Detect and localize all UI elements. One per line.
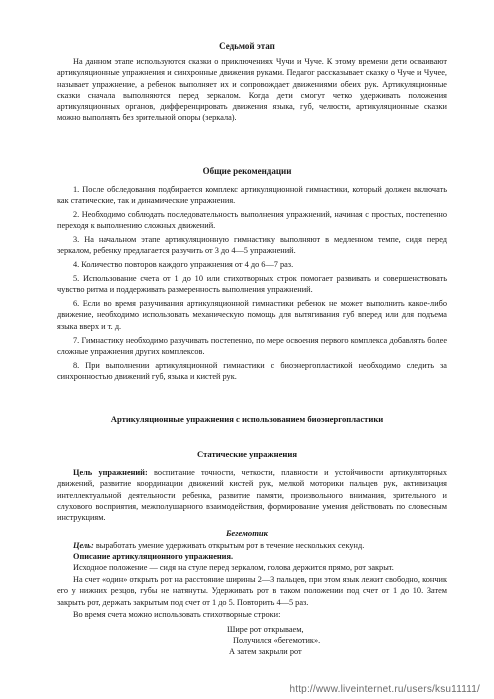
poem-line-3: А затем закрыли рот: [229, 647, 302, 656]
stage-paragraph: На данном этапе используются сказки о приключениях Чучи и Чуче. К этому времени дети осваивают артикуляционные упражнения и синхронные движения руками. Педагог рассказывает сказку о Чуче и Чучее, называет упражнение, а ребенок выполняет их и сопровождает движениями обеих рук. Артикуляционные сказки сначала выполняются перед зеркалом. Когда дети смогут четко удерживать положения артикуляционных органов, дифференцировать движения языка, губ, челюсти, артикуляционные сказки можно выполнять без зрительной опоры (зеркала).: [57, 57, 447, 123]
exercise-title: Бегемотик: [225, 528, 269, 538]
recommendation-2: 2. Необходимо соблюдать последовательность выполнения упражнений, начиная с простых, постепенно переходя к выполнению сложных движений.: [57, 210, 447, 231]
aim-label: Цель:: [73, 541, 94, 550]
goal-text: воспитание точности, четкости, плавности и устойчивости артикуляторных движений, развитие координации движений кистей рук, мелкой моторики пальцев рук, активизация интеллектуальной деятельности ребенка, развитие памяти, произвольного внимания, зрительного и слухового восприятия, межполушарного взаимодействия, формирование умения действовать по словесным инструкциям.: [57, 468, 448, 523]
goal-paragraph: [57, 467, 447, 523]
verse-intro: Во время счета можно использовать стихотворные строки:: [73, 610, 281, 619]
poem-line-2: Получился «бегемотик».: [233, 636, 321, 645]
recommendation-1: 1. После обследования подбирается комплекс артикуляционной гимнастики, который должен включать как статические, так и динамические упражнения.: [57, 185, 447, 206]
stage-heading: Седьмой этап: [219, 41, 275, 51]
poem-line-1: Шире рот открываем,: [227, 625, 304, 634]
recommendation-8: 8. При выполнении артикуляционной гимнастики с биоэнергопластикой необходимо следить за синхронностью движений губ, языка и кистей рук.: [57, 361, 447, 382]
recommendation-5: 5. Использование счета от 1 до 10 или стихотворных строк помогает развивать и совершенствовать чувство ритма и поддерживать размеренность выполнения упражнений.: [57, 274, 447, 295]
bioenergoplastika-heading: Артикуляционные упражнения с использованием биоэнергопластики: [110, 414, 384, 424]
static-exercises-heading: Статические упражнения: [197, 449, 297, 459]
general-recommendations-heading: Общие рекомендации: [202, 166, 292, 176]
recommendation-3: 3. На начальном этапе артикуляционную гимнастику выполняют в медленном темпе, сидя перед зеркалом, ребенку предлагается разучить от 3 до 4—5 упражнений.: [57, 235, 447, 256]
start-position: Исходное положение — сидя на стуле перед зеркалом, голова держится прямо, рот закрыт.: [73, 563, 394, 572]
recommendation-6: 6. Если во время разучивания артикуляционной гимнастики ребенок не может выполнить какое-либо движение, необходимо использовать механическую помощь для вытягивания губ вперед или для подъема языка вверх и т. д.: [57, 299, 447, 331]
watermark-url: http://www.liveinternet.ru/users/ksu11111/: [289, 684, 480, 695]
exercise-description-label: Описание артикуляционного упражнения.: [73, 552, 234, 561]
recommendation-4: 4. Количество повторов каждого упражнения от 4 до 6—7 раз.: [73, 260, 294, 269]
exercise-aim: [57, 540, 447, 551]
recommendation-7: 7. Гимнастику необходимо разучивать постепенно, по мере освоения первого комплекса добавлять более сложные упражнения других комплексов.: [57, 336, 447, 357]
goal-label: Цель упражнений:: [73, 468, 148, 477]
aim-text: выработать умение удерживать открытым рот в течение нескольких секунд.: [95, 541, 365, 550]
count-instruction: На счет «один» открыть рот на расстояние ширины 2—3 пальцев, при этом язык лежит свободно, кончик его у нижних резцов, губы не натянуты. Удерживать рот в таком положении под счет от 1 до 10. Затем закрыть рот, держать закрытым под счет от 1 до 5. Повторить 4—5 раз.: [57, 575, 447, 607]
